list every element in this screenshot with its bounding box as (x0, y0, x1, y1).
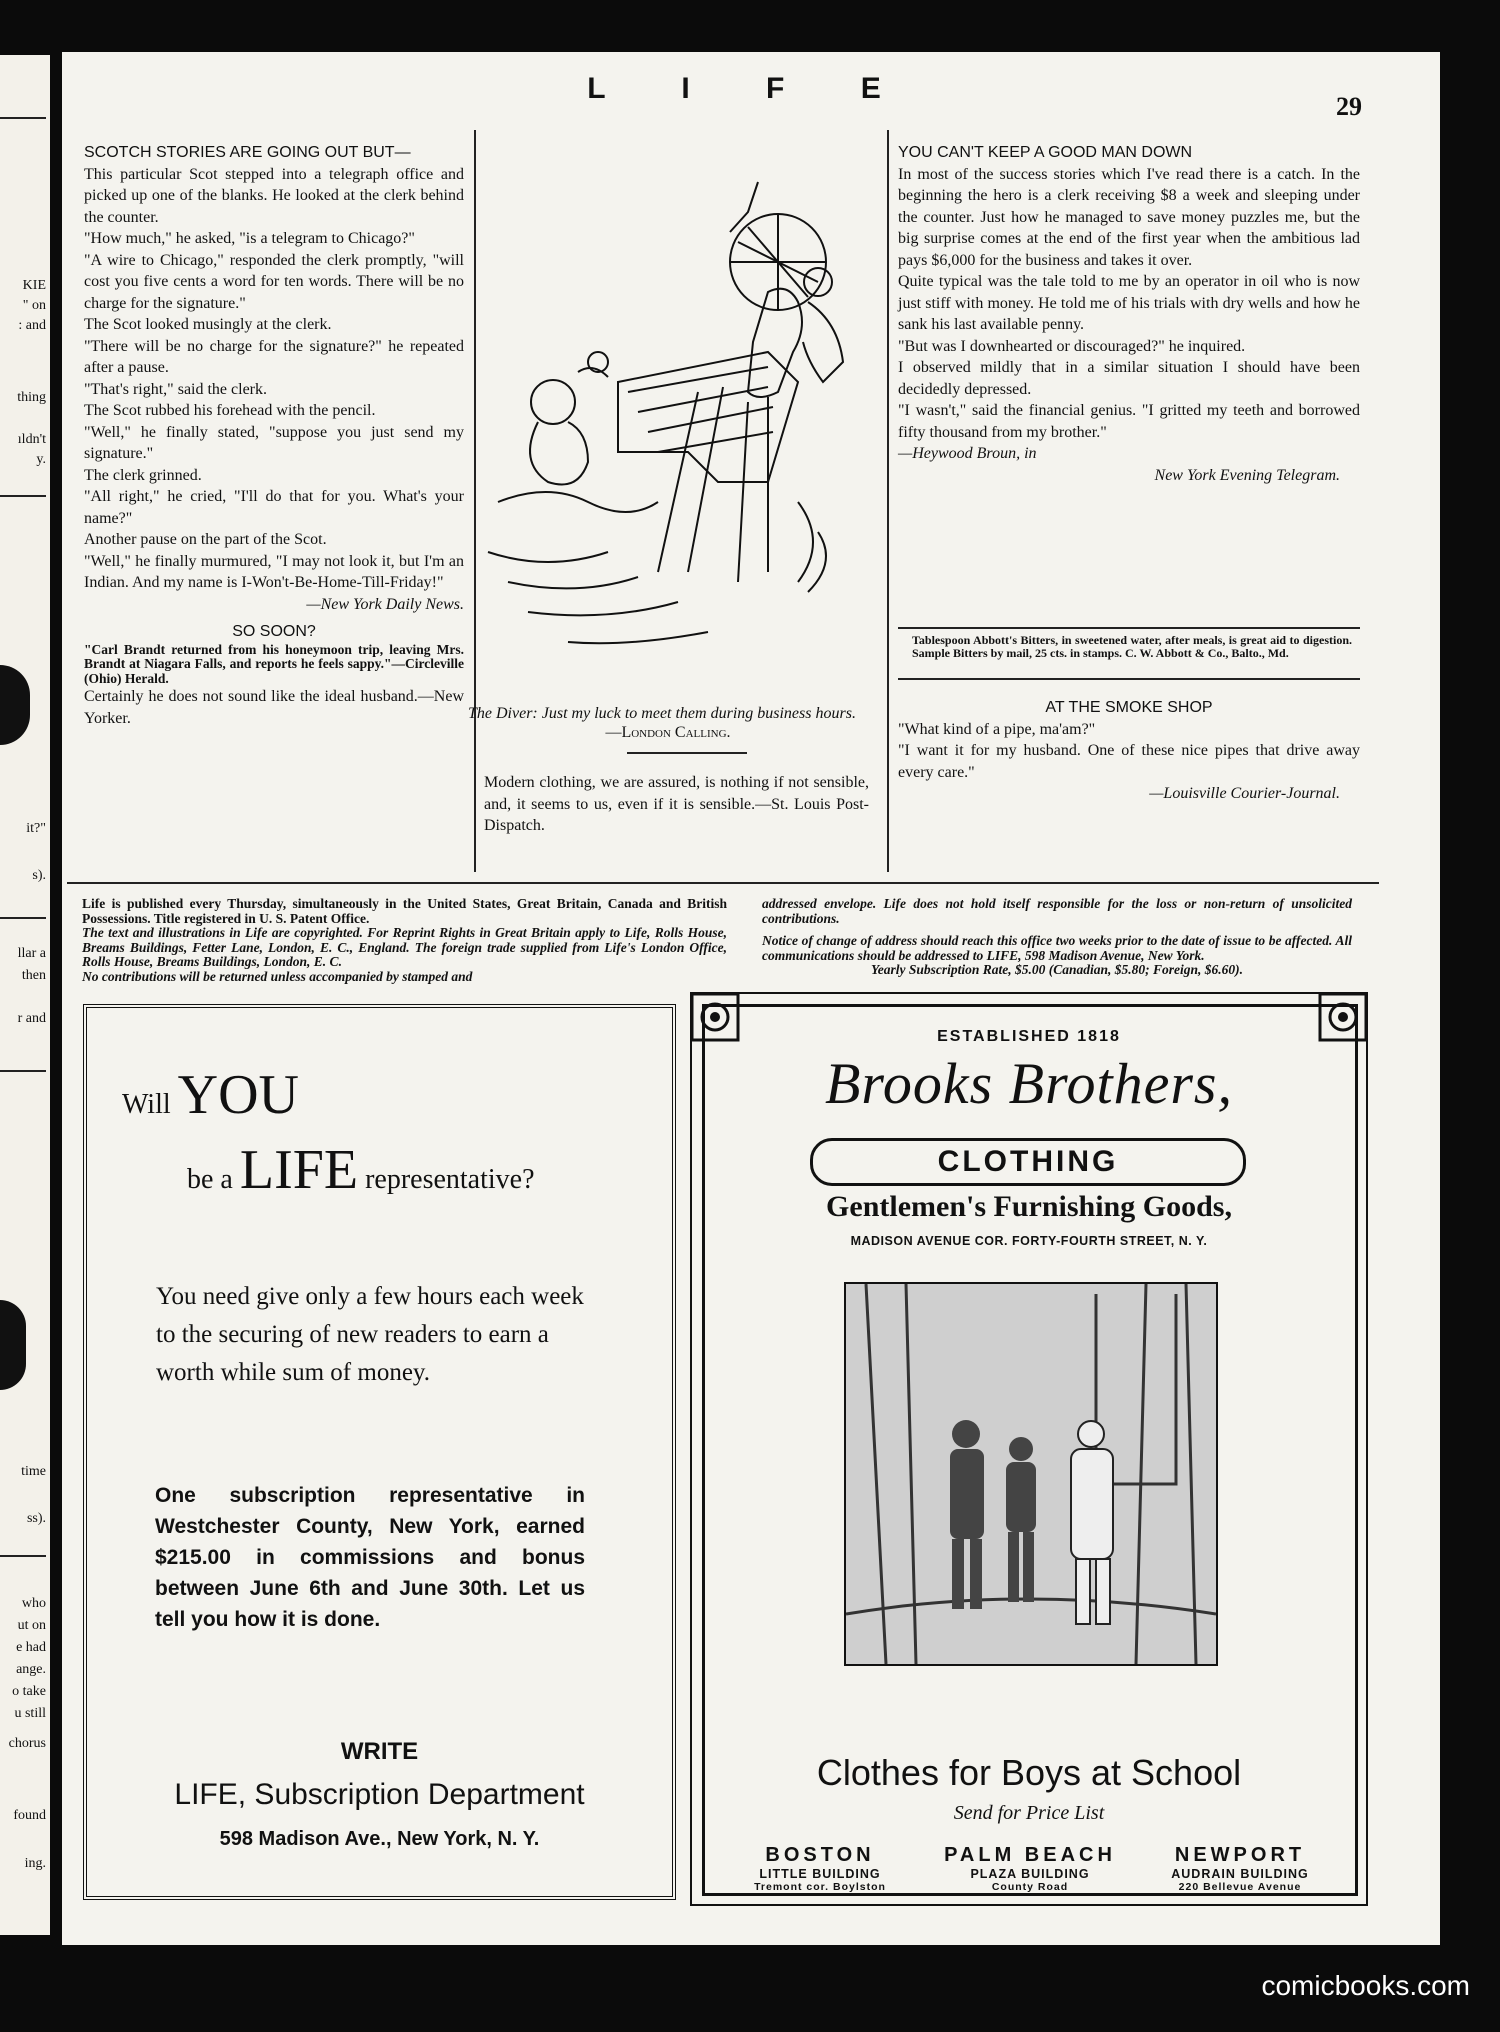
street-name: Tremont cor. Boylston (754, 1881, 886, 1893)
caption-attribution: —London Calling. (605, 724, 731, 741)
cartoon-caption (468, 704, 868, 742)
city-name: PALM BEACH (944, 1844, 1116, 1866)
paragraph: "But was I downhearted or discouraged?" he inquired. (898, 337, 1246, 355)
paragraph: "All right," he cried, "I'll do that for you. What's your name?" (84, 488, 464, 527)
paragraph: "A wire to Chicago," responded the clerk promptly, "will cost you five cents a word for ten words. There will be no charge for the signature." (84, 251, 464, 312)
ad-be-a-life (187, 1138, 535, 1202)
fragment: s). (32, 868, 46, 883)
building-name: PLAZA BUILDING (970, 1867, 1090, 1881)
fragment: ange. (16, 1662, 46, 1677)
masthead: L I F E (587, 72, 915, 105)
ad-write: WRITE (340, 1738, 419, 1765)
ad-divider (898, 678, 1360, 680)
ad-body-detail: One subscription representative in Westchester County, New York, earned $215.00 in commissions and bonus between June 6th and June 30th. Let us tell you how it is done. (155, 1484, 585, 1631)
ad-will-you (122, 1063, 299, 1127)
site-watermark: comicbooks.com (1261, 1970, 1470, 2001)
ad-representative: representative? (365, 1164, 535, 1195)
paragraph: I observed mildly that in a similar situation I should have been decidedly depressed. (898, 359, 1360, 398)
paragraph: "How much," he asked, "is a telegram to Chicago?" (84, 230, 415, 247)
ad-divider (898, 627, 1360, 629)
ad-you: YOU (177, 1064, 299, 1126)
column-smoke-shop (898, 697, 1360, 805)
column-good-man-down (898, 142, 1360, 486)
notice-text: Yearly Subscription Rate, $5.00 (Canadian, $5.80; Foreign, $6.60). (870, 962, 1244, 977)
notice-text: The text and illustrations in Life are copyrighted. For Reprint Rights in Great Britain apply to Life, Rolls House, Breams Buildings, Fetter Lane, London, E. C., England. The foreign trade supplied from Life's London Office, Rolls House, Breams Buildings, London, E. C. (82, 925, 727, 969)
city-name: NEWPORT (1174, 1844, 1306, 1866)
street-name: County Road (991, 1881, 1069, 1893)
headline-smoke-shop: AT THE SMOKE SHOP (1045, 699, 1213, 716)
fragment: found (13, 1808, 46, 1823)
attribution: —Heywood Broun, in (898, 445, 1037, 462)
paragraph: "I want it for my husband. One of these nice pipes that drive away every care." (898, 742, 1360, 781)
boys-walking-illustration (844, 1282, 1218, 1666)
publication-notice-right (762, 897, 1352, 978)
caption-text: The Diver: Just my luck to meet them during business hours. (468, 705, 856, 722)
fragment: u still (14, 1706, 46, 1721)
paragraph: Another pause on the part of the Scot. (84, 531, 327, 548)
paragraph: Quite typical was the tale told to me by an operator in oil who is now just stiff with money. He told me of his trials with dry wells and how he sank his last available penny. (898, 273, 1360, 333)
headline-so-soon: SO SOON? (232, 623, 316, 640)
ad-established: ESTABLISHED 1818 (937, 1028, 1121, 1045)
paragraph: The Scot looked musingly at the clerk. (84, 316, 332, 333)
attribution: —New York Daily News. (306, 595, 464, 613)
attribution: New York Evening Telegram. (1154, 466, 1340, 484)
building-name: LITTLE BUILDING (759, 1867, 881, 1881)
ad-body: You need give only a few hours each week to the securing of new readers to earn a worth while sum of money. (156, 1283, 584, 1386)
paragraph: "That's right," said the clerk. (84, 380, 268, 398)
ad-life: LIFE (239, 1139, 359, 1201)
notice-text: Notice of change of address should reach this office two weeks prior to the date of issue to be affected. All communications should be addressed to LIFE, 598 Madison Avenue, New York. (762, 933, 1352, 963)
paragraph: In most of the success stories which I've read there is a catch. In the beginning the hero is a clerk receiving $8 a week and sleeping under the counter. Just how he managed to save money puzzles me, but the big surprise comes at the end of the first year when the ambitious lad pays $6,000 for the business and takes it over. (898, 165, 1360, 269)
headline-scotch: SCOTCH STORIES ARE GOING OUT BUT— (84, 144, 411, 161)
paragraph: "Well," he finally stated, "suppose you just send my signature." (84, 423, 464, 462)
paragraph: This particular Scot stepped into a telegraph office and picked up one of the blanks. He looked at the clerk behind the counter. (84, 165, 464, 226)
section-divider (67, 882, 1379, 884)
fragment: y. (36, 452, 46, 467)
life-representative-ad (83, 1004, 676, 1900)
brooks-brothers-ad (690, 992, 1368, 1906)
quote: "Carl Brandt returned from his honeymoon trip, leaving Mrs. Brandt at Niagara Falls, and reports he feels sappy."—Circleville (Ohio) Herald. (84, 641, 464, 686)
fragment: then (21, 968, 46, 983)
gentlemens-furnishing: Gentlemen's Furnishing Goods, (826, 1190, 1232, 1223)
fragment: thing (17, 390, 46, 405)
headline-good-man: YOU CAN'T KEEP A GOOD MAN DOWN (898, 144, 1193, 161)
fragment: ss). (26, 1511, 46, 1526)
ad-headline: Clothes for Boys at School (816, 1752, 1242, 1793)
fragment: ing. (24, 1856, 46, 1871)
ad-address: 598 Madison Ave., New York, N. Y. (219, 1828, 540, 1850)
illustration-fragment (0, 1300, 26, 1390)
location-boston (720, 1844, 920, 1893)
store-address: MADISON AVENUE COR. FORTY-FOURTH STREET, N. Y. (850, 1234, 1208, 1248)
paragraph: "I wasn't," said the financial genius. "I gritted my teeth and borrowed fifty thousand from my brother." (898, 402, 1360, 441)
fragment: KIE (22, 278, 46, 293)
price-list-note: Send for Price List (953, 1802, 1105, 1824)
publication-notice-left (82, 897, 727, 984)
street-name: 220 Bellevue Avenue (1178, 1881, 1302, 1893)
fragment: it?" (26, 821, 46, 836)
paragraph: "There will be no charge for the signature?" he repeated after a pause. (84, 337, 464, 376)
abbotts-bitters-ad: Tablespoon Abbott's Bitters, in sweetened water, after meals, is great aid to digestion. Sample Bitters by mail, 25 cts. in stamps. C. W. Abbott & Co., Balto., Md. (912, 633, 1352, 660)
fragment: o take (12, 1684, 46, 1699)
ad-department: LIFE, Subscription Department (174, 1778, 585, 1811)
fragment: : and (18, 318, 46, 333)
column-divider (887, 130, 889, 872)
city-name: BOSTON (765, 1844, 875, 1866)
paragraph: Certainly he does not sound like the ideal husband.—New Yorker. (84, 688, 464, 727)
building-name: AUDRAIN BUILDING (1171, 1867, 1309, 1881)
ad-will: Will (122, 1089, 171, 1120)
paragraph: The Scot rubbed his forehead with the pencil. (84, 402, 376, 419)
notice-text: No contributions will be returned unless accompanied by stamped and (82, 968, 473, 984)
fragment: who (21, 1596, 46, 1611)
notice-text: Life is published every Thursday, simultaneously in the United States, Great Britain, Canada and British Possessions. Title registered in U. S. Patent Office. (82, 896, 727, 926)
fragment: time (21, 1464, 46, 1479)
column-modern-clothing (484, 772, 869, 837)
illustration-fragment (0, 665, 30, 745)
brooks-brothers-logo: Brooks Brothers, (824, 1051, 1233, 1116)
paragraph: "Well," he finally murmured, "I may not look it, but I'm an Indian. And my name is I-Won't-Be-Home-Till-Friday!" (84, 552, 464, 591)
fragment: llar a (17, 946, 46, 961)
diver-cartoon-illustration (468, 152, 868, 662)
fragment: ut on (17, 1618, 46, 1633)
magazine-page (62, 52, 1440, 1945)
clothing-banner: CLOTHING (810, 1138, 1246, 1186)
location-newport (1140, 1844, 1340, 1893)
fragment: r and (17, 1011, 46, 1026)
facing-page-strip (0, 55, 50, 1935)
page-number: 29 (1336, 92, 1362, 121)
paragraph: Modern clothing, we are assured, is nothing if not sensible, and, it seems to us, even if it is sensible.—St. Louis Post-Dispatch. (484, 774, 869, 834)
ad-be-a: be a (187, 1164, 233, 1195)
paragraph: The clerk grinned. (84, 466, 202, 484)
location-palm-beach (930, 1844, 1130, 1893)
attribution: —Louisville Courier-Journal. (1149, 785, 1340, 802)
paragraph: "What kind of a pipe, ma'am?" (898, 720, 1096, 738)
fragment: e had (16, 1640, 46, 1655)
notice-text: addressed envelope. Life does not hold itself responsible for the loss or non-return of unsolicited contributions. (762, 896, 1352, 926)
short-divider (627, 752, 747, 754)
fragment: " on (22, 298, 46, 313)
fragment: chorus (8, 1736, 46, 1751)
column-scotch-stories (84, 142, 464, 729)
fragment: ıldn't (17, 432, 46, 447)
